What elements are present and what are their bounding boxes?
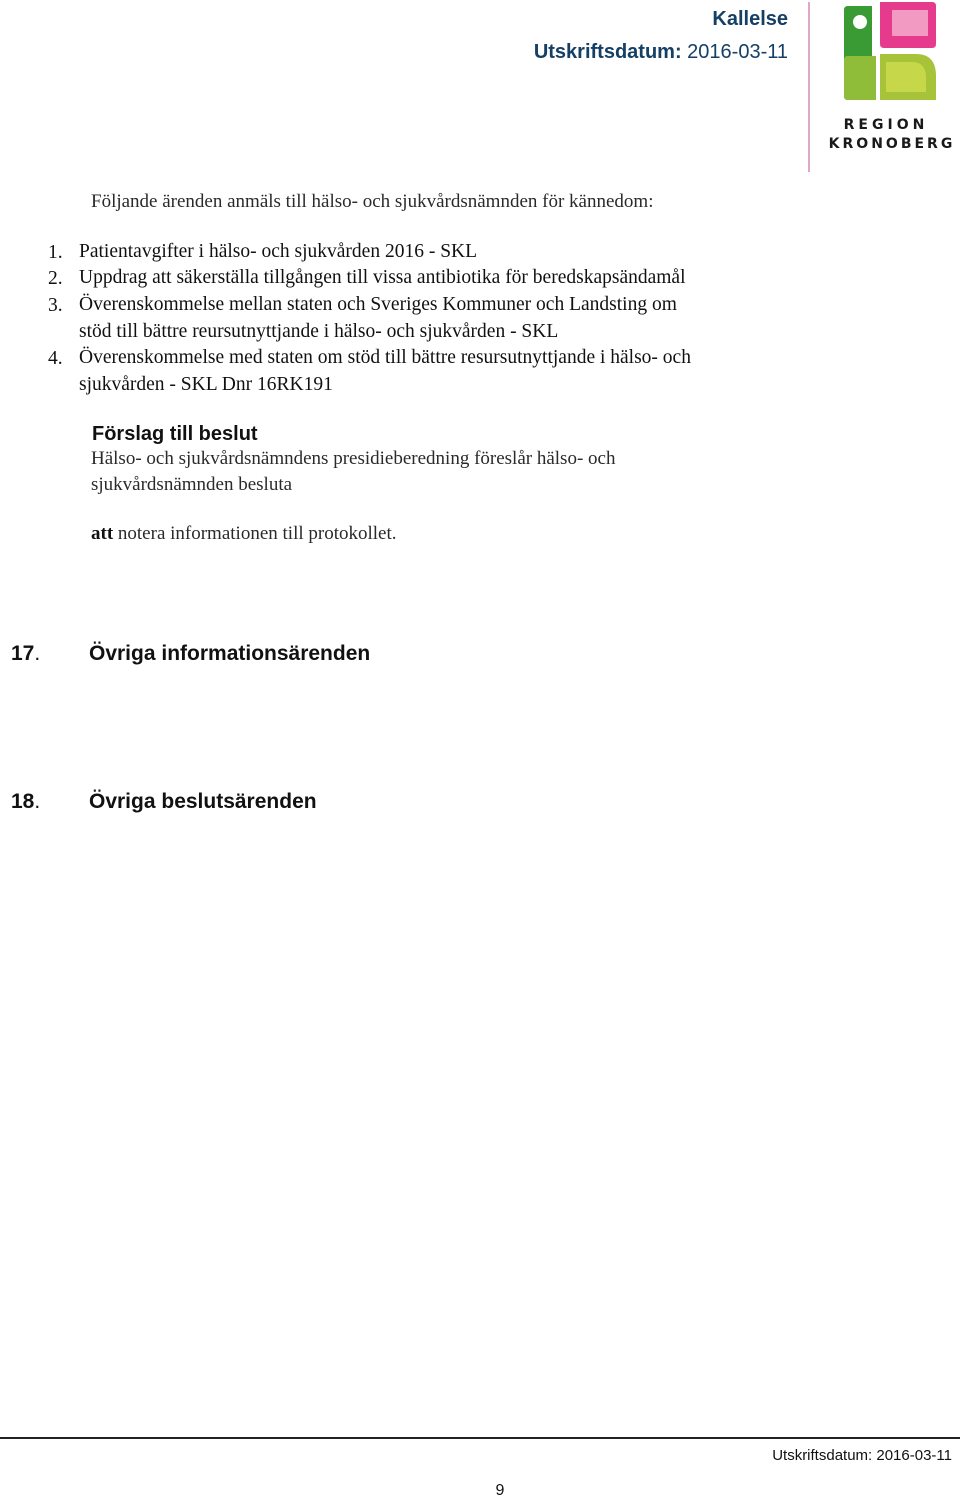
footer-print-date: Utskriftsdatum: 2016-03-11	[772, 1447, 952, 1464]
print-date	[534, 39, 788, 65]
list-item-text: Patientavgifter i hälso- och sjukvården 2016 - SKL	[79, 241, 478, 262]
section-title: Övriga beslutsärenden	[89, 790, 317, 813]
list-item-text: Överenskommelse mellan staten och Sveriges Kommuner och Landsting om	[79, 294, 677, 315]
intro-text: Följande ärenden anmäls till hälso- och sjukvårdsnämnden för kännedom:	[91, 191, 654, 212]
list-item-text: Överenskommelse med staten om stöd till bättre resursutnyttjande i hälso- och	[79, 347, 691, 368]
page-number: 9	[495, 1482, 505, 1499]
proposal-text: Hälso- och sjukvårdsnämndens presidieberedning föreslår hälso- och sjukvårdsnämnden besluta	[91, 448, 616, 495]
section-number-value: 17	[11, 642, 35, 665]
list-item-text-continued: stöd till bättre reursutnyttjande i hälso- och sjukvården - SKL	[79, 321, 559, 342]
document-title: Kallelse	[712, 8, 788, 30]
list-item-text-continued: sjukvården - SKL Dnr 16RK191	[79, 374, 333, 395]
list-item-number: 1.	[48, 242, 63, 263]
decision-att: att	[91, 523, 114, 544]
section-number	[11, 640, 40, 668]
list-item-number: 2.	[48, 268, 63, 289]
list-item-number: 3.	[48, 295, 63, 316]
footer-rule	[0, 1437, 960, 1439]
logo-text-region: REGION	[843, 117, 929, 133]
list-item	[79, 344, 819, 398]
section-title: Övriga informationsärenden	[89, 642, 371, 665]
list-item-number: 4.	[48, 348, 63, 369]
logo-text-kronoberg: KRONOBERG	[828, 136, 956, 152]
list-item	[79, 238, 819, 265]
list-item-text: Uppdrag att säkerställa tillgången till vissa antibiotika för beredskapsändamål	[79, 267, 686, 288]
list-item	[79, 264, 819, 291]
section-number-value: 18	[11, 790, 35, 813]
print-date-label: Utskriftsdatum:	[533, 41, 682, 63]
section-number-dot: .	[34, 642, 41, 665]
section-number	[11, 788, 40, 816]
header-divider	[808, 2, 810, 172]
section-number-dot: .	[34, 790, 41, 813]
list-item	[79, 291, 819, 345]
decision-text	[91, 521, 397, 547]
print-date-value: 2016-03-11	[687, 41, 788, 63]
decision-body: notera informationen till protokollet.	[117, 523, 397, 544]
proposal-heading: Förslag till beslut	[92, 423, 258, 445]
